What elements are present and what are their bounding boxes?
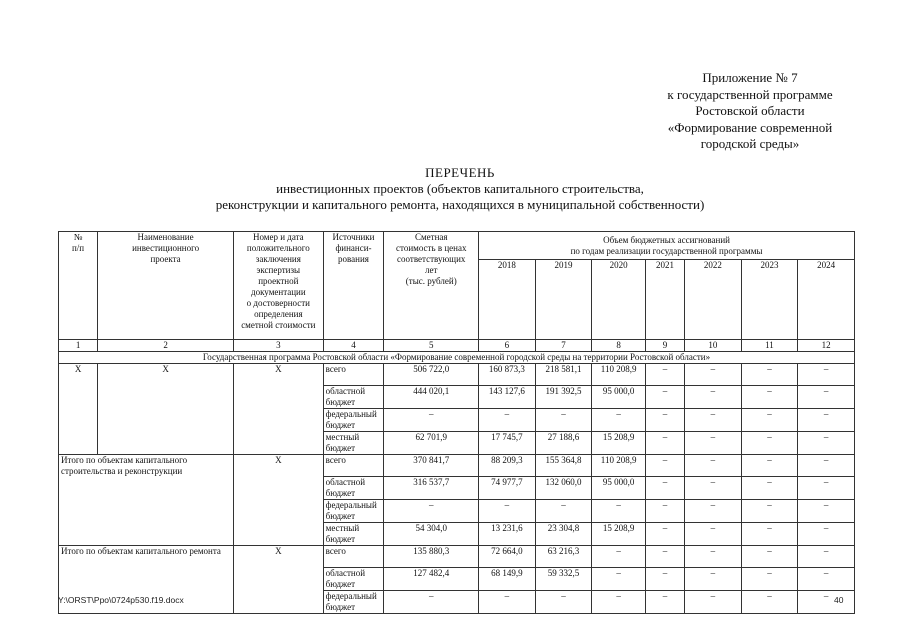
year-value: – xyxy=(645,523,684,546)
estimate-value: 62 701,9 xyxy=(384,432,479,455)
projects-table xyxy=(58,231,855,614)
appendix-line: городской среды» xyxy=(700,136,800,151)
year-value: 13 231,6 xyxy=(479,523,536,546)
year-value: 74 977,7 xyxy=(479,477,536,500)
column-number: 6 xyxy=(479,340,536,352)
year-value: – xyxy=(645,546,684,568)
appendix-line: Приложение № 7 xyxy=(702,70,798,85)
year-value: – xyxy=(645,477,684,500)
header-year: 2020 xyxy=(592,260,646,340)
year-value: 27 188,6 xyxy=(535,432,592,455)
estimate-value: – xyxy=(384,591,479,614)
year-value: – xyxy=(741,386,798,409)
column-number: 4 xyxy=(323,340,384,352)
estimate-value: 316 537,7 xyxy=(384,477,479,500)
header-year: 2018 xyxy=(479,260,536,340)
column-number: 11 xyxy=(741,340,798,352)
estimate-value: 135 880,3 xyxy=(384,546,479,568)
year-value: – xyxy=(479,500,536,523)
year-value: – xyxy=(592,500,646,523)
year-value: – xyxy=(685,500,742,523)
year-value: – xyxy=(645,432,684,455)
column-number: 1 xyxy=(59,340,98,352)
estimate-value: 506 722,0 xyxy=(384,364,479,386)
column-number: 8 xyxy=(592,340,646,352)
expertise-cell: Х xyxy=(234,364,324,455)
header-estimate: Сметная стоимость в ценах соответствующих лет (тыс. рублей) xyxy=(384,232,479,340)
funding-source: всего xyxy=(323,364,384,386)
header-year: 2023 xyxy=(741,260,798,340)
expertise-cell: Х xyxy=(234,455,324,546)
header-year: 2019 xyxy=(535,260,592,340)
year-value: – xyxy=(741,546,798,568)
estimate-value: 370 841,7 xyxy=(384,455,479,477)
estimate-value: 54 304,0 xyxy=(384,523,479,546)
title-line: инвестиционных проектов (объектов капитального строительства, xyxy=(276,181,644,196)
file-path: Y:\ORST\Ppo\0724p530.f19.docx xyxy=(58,595,184,605)
year-value: – xyxy=(592,546,646,568)
funding-source: областной бюджет xyxy=(323,477,384,500)
year-value: 59 332,5 xyxy=(535,568,592,591)
year-value: – xyxy=(798,432,855,455)
column-number: 9 xyxy=(645,340,684,352)
column-number: 5 xyxy=(384,340,479,352)
year-value: – xyxy=(592,409,646,432)
year-value: 68 149,9 xyxy=(479,568,536,591)
year-value: – xyxy=(479,409,536,432)
column-number: 3 xyxy=(234,340,324,352)
header-year: 2022 xyxy=(685,260,742,340)
title-line: реконструкции и капитального ремонта, находящихся в муниципальной собственности) xyxy=(215,197,705,212)
column-number: 2 xyxy=(98,340,234,352)
year-value: – xyxy=(798,568,855,591)
group-total-name: Итого по объектам капитального ремонта xyxy=(59,546,234,614)
year-value: – xyxy=(535,500,592,523)
year-value: – xyxy=(798,455,855,477)
appendix-line: к государственной программе xyxy=(667,86,833,102)
year-value: – xyxy=(685,477,742,500)
year-value: – xyxy=(645,409,684,432)
year-value: – xyxy=(798,546,855,568)
year-value: 72 664,0 xyxy=(479,546,536,568)
header-year: 2021 xyxy=(645,260,684,340)
funding-source: федеральный бюджет xyxy=(323,409,384,432)
year-value: – xyxy=(798,523,855,546)
funding-source: областной бюджет xyxy=(323,386,384,409)
program-row: Государственная программа Ростовской области «Формирование современной городской среды на территории Ростовской области» xyxy=(59,352,855,364)
year-value: – xyxy=(685,432,742,455)
year-value: – xyxy=(798,409,855,432)
title-main: ПЕРЕЧЕНЬ xyxy=(425,165,495,180)
estimate-value: – xyxy=(384,500,479,523)
funding-source: местный бюджет xyxy=(323,432,384,455)
year-value: – xyxy=(645,386,684,409)
year-value: – xyxy=(685,409,742,432)
header-expertise: Номер и дата положительного заключения экспертизы проектной документации о достоверности определения сметной стоимости xyxy=(234,232,324,340)
year-value: – xyxy=(645,591,684,614)
year-value: – xyxy=(798,477,855,500)
table-row xyxy=(59,364,855,386)
funding-source: областной бюджет xyxy=(323,568,384,591)
year-value: – xyxy=(685,523,742,546)
header-sources: Источники финанси- рования xyxy=(323,232,384,340)
document-title xyxy=(40,165,880,213)
estimate-value: – xyxy=(384,409,479,432)
page-number: 40 xyxy=(834,595,844,605)
table-row xyxy=(59,546,855,568)
year-value: 160 873,3 xyxy=(479,364,536,386)
year-value: – xyxy=(685,591,742,614)
year-value: 23 304,8 xyxy=(535,523,592,546)
year-value: – xyxy=(479,591,536,614)
column-number: 10 xyxy=(685,340,742,352)
year-value: 15 208,9 xyxy=(592,523,646,546)
year-value: – xyxy=(741,455,798,477)
year-value: – xyxy=(685,364,742,386)
year-value: – xyxy=(741,591,798,614)
year-value: – xyxy=(798,386,855,409)
year-value: 110 208,9 xyxy=(592,455,646,477)
expertise-cell: Х xyxy=(234,546,324,614)
year-value: 132 060,0 xyxy=(535,477,592,500)
year-value: – xyxy=(741,523,798,546)
year-value: – xyxy=(645,455,684,477)
year-value: 191 392,5 xyxy=(535,386,592,409)
year-value: 218 581,1 xyxy=(535,364,592,386)
year-value: – xyxy=(741,500,798,523)
year-value: – xyxy=(741,477,798,500)
year-value: – xyxy=(685,568,742,591)
year-value: – xyxy=(741,568,798,591)
year-value: 143 127,6 xyxy=(479,386,536,409)
year-value: – xyxy=(798,591,855,614)
year-value: – xyxy=(741,364,798,386)
year-value: 155 364,8 xyxy=(535,455,592,477)
year-value: 110 208,9 xyxy=(592,364,646,386)
header-volume: Объем бюджетных ассигнований по годам реализации государственной программы xyxy=(479,232,855,260)
year-value: – xyxy=(685,546,742,568)
year-value: 63 216,3 xyxy=(535,546,592,568)
appendix-caption xyxy=(600,70,900,153)
year-value: 95 000,0 xyxy=(592,477,646,500)
column-number: 7 xyxy=(535,340,592,352)
year-value: – xyxy=(535,591,592,614)
table-row xyxy=(59,455,855,477)
year-value: 15 208,9 xyxy=(592,432,646,455)
year-value: – xyxy=(592,591,646,614)
year-value: 88 209,3 xyxy=(479,455,536,477)
year-value: – xyxy=(535,409,592,432)
funding-source: всего xyxy=(323,455,384,477)
year-value: – xyxy=(685,455,742,477)
year-value: – xyxy=(645,500,684,523)
year-value: – xyxy=(645,568,684,591)
funding-source: местный бюджет xyxy=(323,523,384,546)
column-number: 12 xyxy=(798,340,855,352)
year-value: 17 745,7 xyxy=(479,432,536,455)
header-num: № п/п xyxy=(59,232,98,340)
year-value: – xyxy=(798,364,855,386)
year-value: – xyxy=(741,409,798,432)
row-number: Х xyxy=(59,364,98,455)
estimate-value: 127 482,4 xyxy=(384,568,479,591)
year-value: – xyxy=(798,500,855,523)
funding-source: федеральный бюджет xyxy=(323,500,384,523)
funding-source: всего xyxy=(323,546,384,568)
year-value: 95 000,0 xyxy=(592,386,646,409)
year-value: – xyxy=(685,386,742,409)
project-name: Х xyxy=(98,364,234,455)
year-value: – xyxy=(741,432,798,455)
header-name: Наименование инвестиционного проекта xyxy=(98,232,234,340)
estimate-value: 444 020,1 xyxy=(384,386,479,409)
group-total-name: Итого по объектам капитального строительства и реконструкции xyxy=(59,455,234,546)
year-value: – xyxy=(645,364,684,386)
header-year: 2024 xyxy=(798,260,855,340)
appendix-line: «Формирование современной xyxy=(667,119,833,135)
appendix-line: Ростовской области xyxy=(695,103,805,118)
year-value: – xyxy=(592,568,646,591)
funding-source: федеральный бюджет xyxy=(323,591,384,614)
